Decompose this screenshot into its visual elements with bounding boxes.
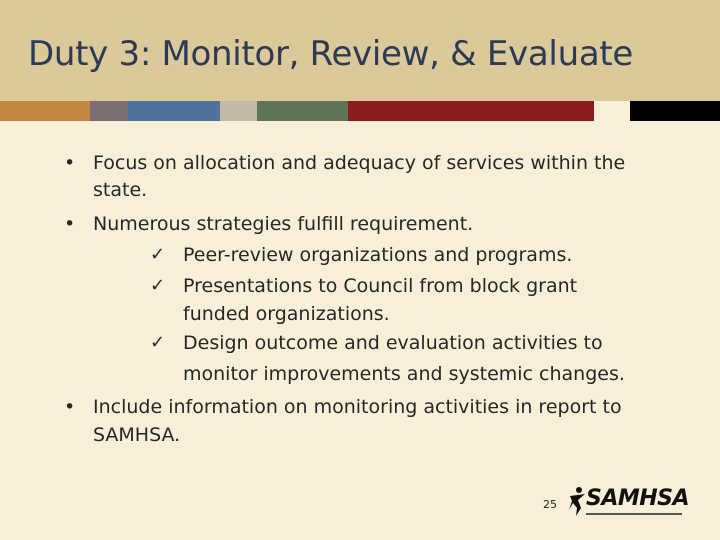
- logo-underline: [586, 513, 682, 515]
- checkmark-icon: ✓: [150, 244, 166, 265]
- subitem-text: monitor improvements and systemic changes.: [183, 363, 625, 385]
- subitem-text: Design outcome and evaluation activities to: [183, 332, 603, 354]
- slide-title: Duty 3: Monitor, Review, & Evaluate: [28, 34, 634, 74]
- bullet-icon: •: [64, 213, 76, 235]
- bullet-text: SAMHSA.: [93, 424, 181, 446]
- figure-icon: [566, 486, 588, 518]
- bullet-text: Numerous strategies fulfill requirement.: [93, 213, 474, 235]
- subitem-text: funded organizations.: [183, 303, 390, 325]
- bullet-icon: •: [64, 152, 76, 174]
- subitem-text: Presentations to Council from block grant: [183, 275, 578, 297]
- bullet-text: Include information on monitoring activities in report to: [93, 396, 622, 418]
- logo-text: SAMHSA: [586, 486, 690, 511]
- bullet-text: Focus on allocation and adequacy of services within the: [93, 152, 626, 174]
- bullet-icon: •: [64, 396, 76, 418]
- checkmark-icon: ✓: [150, 332, 166, 353]
- subitem-text: Peer-review organizations and programs.: [183, 244, 573, 266]
- samhsa-logo: [566, 486, 688, 518]
- bullet-text: state.: [93, 179, 148, 201]
- page-number: 25: [543, 498, 557, 511]
- checkmark-icon: ✓: [150, 275, 166, 296]
